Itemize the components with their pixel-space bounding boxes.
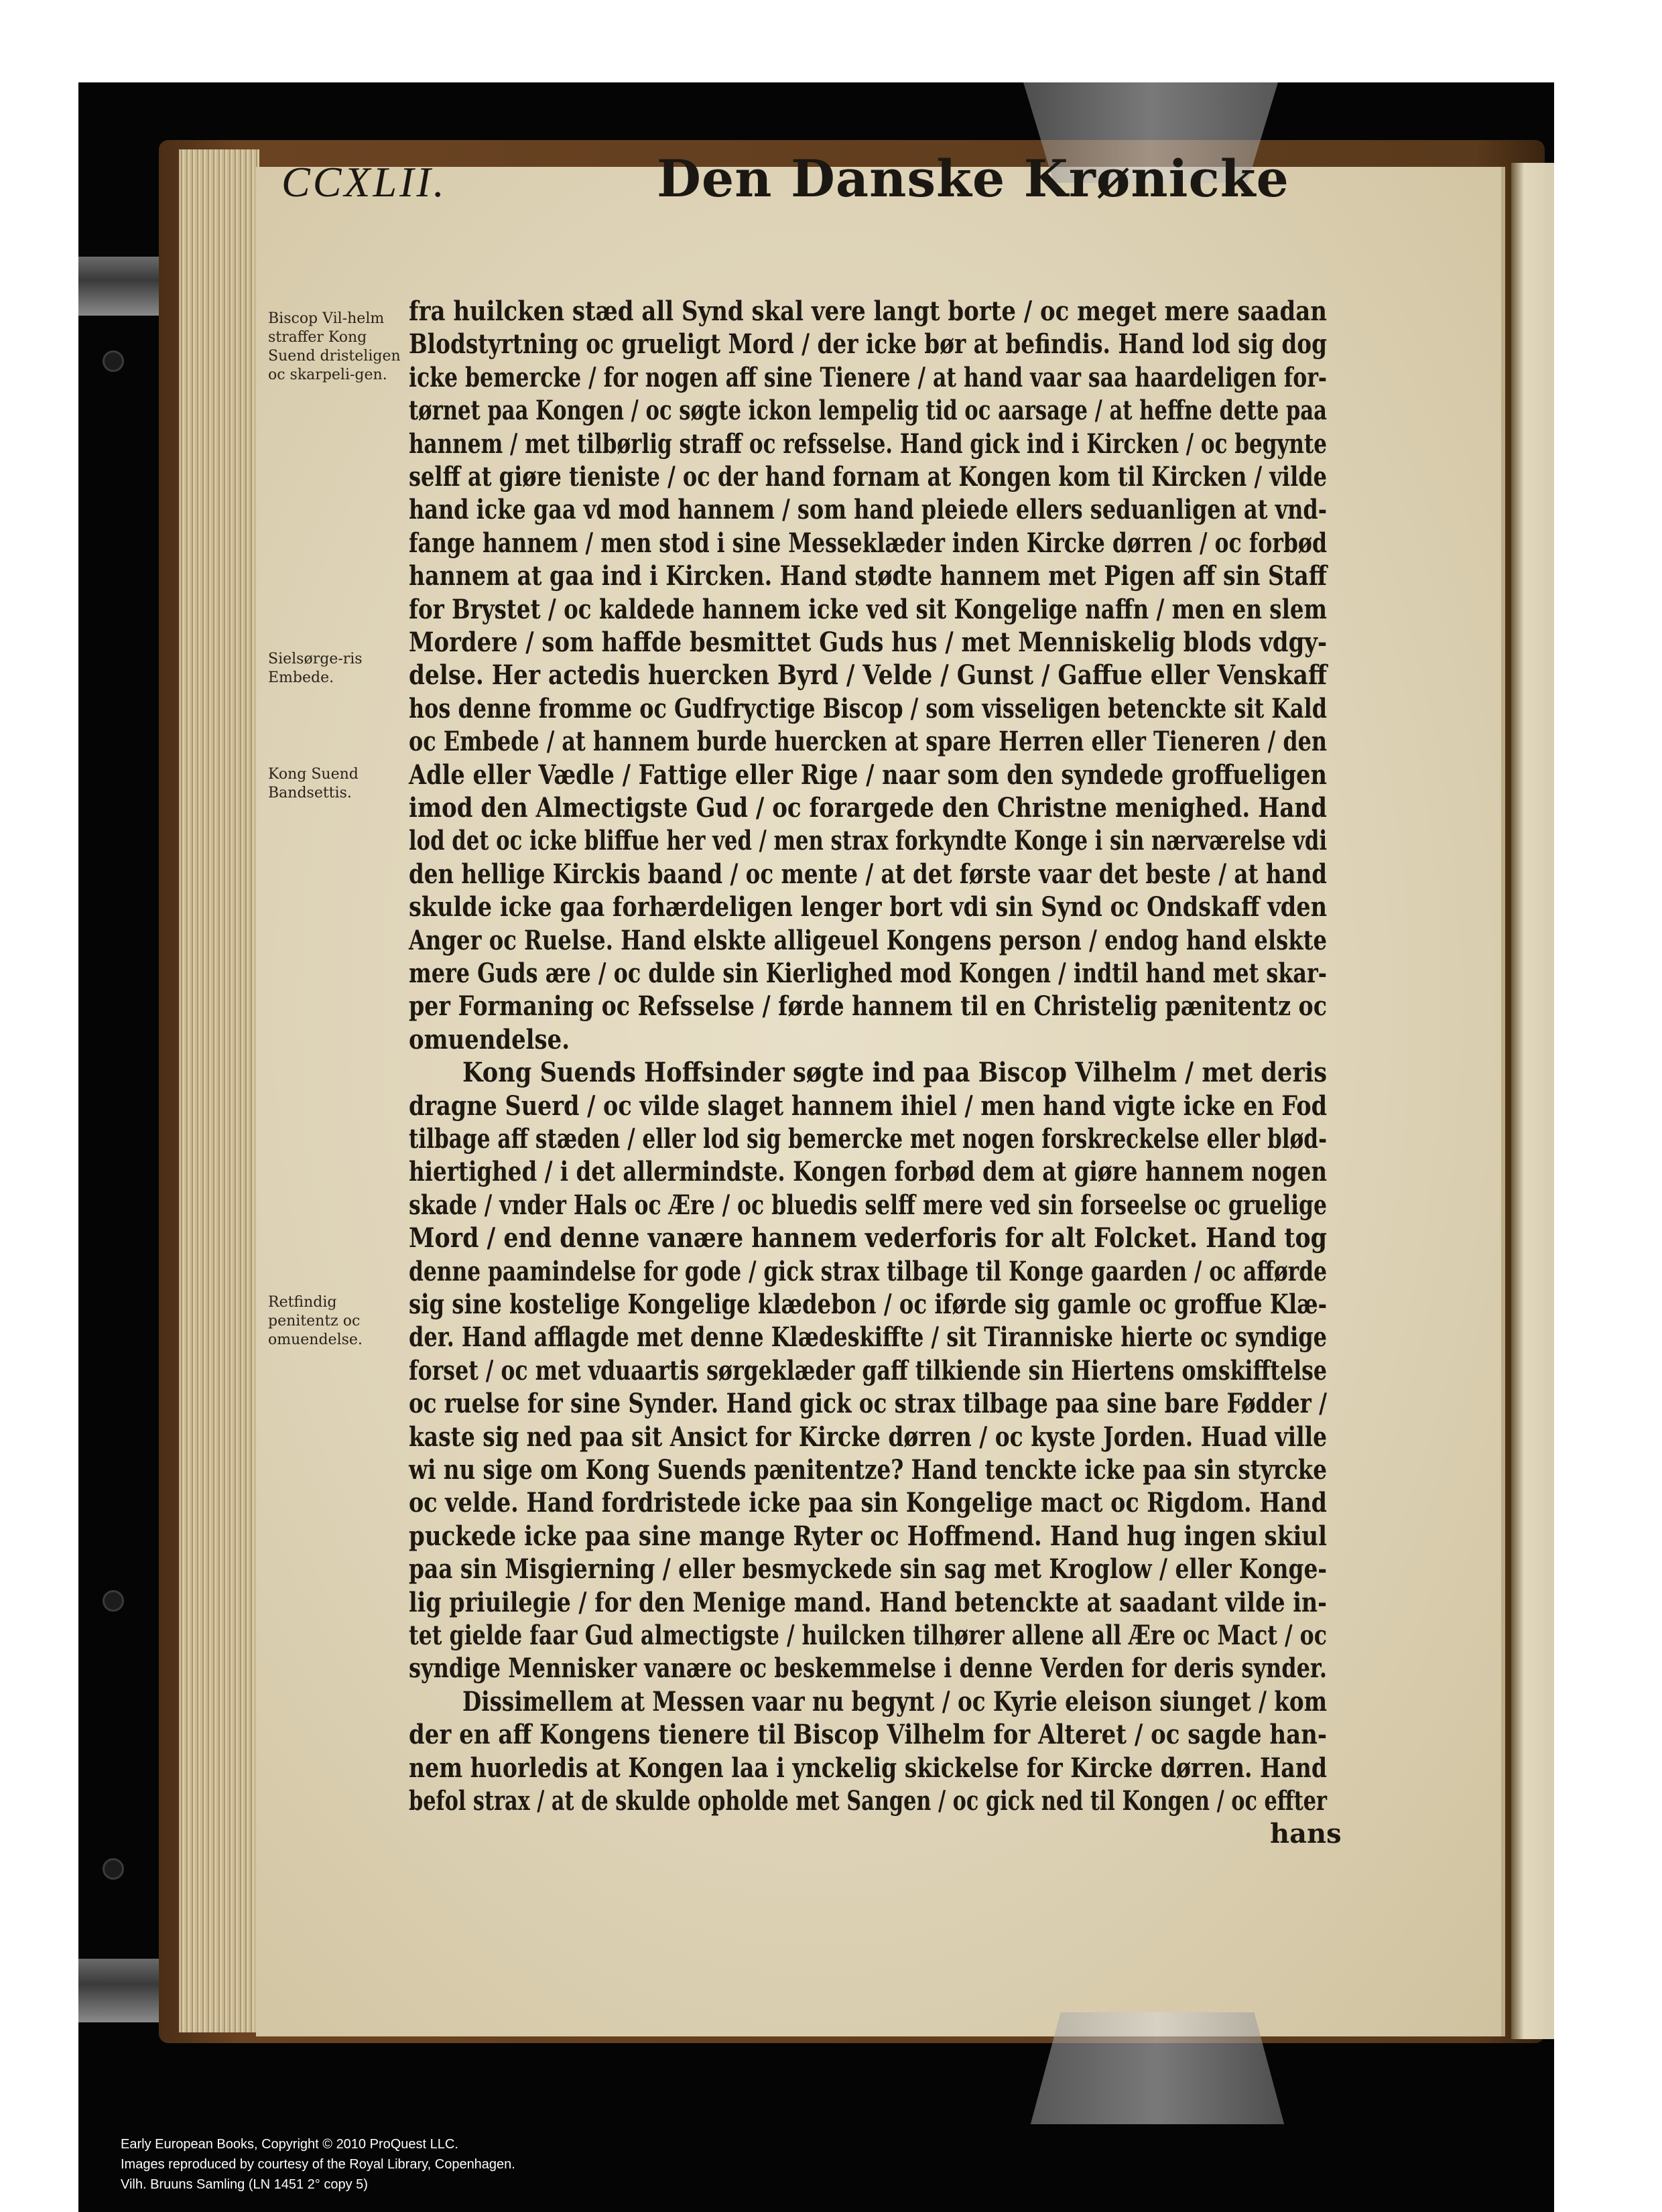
- text-line: [409, 791, 1327, 825]
- text-line-content: hand icke gaa vd mod hannem / som hand pleiede ellers seduanligen at vnd-: [409, 494, 1327, 526]
- text-line-content: wi nu sige om Kong Suends pænitentze? Hand tenckte icke paa sin styrcke: [409, 1454, 1327, 1486]
- screw-icon: [103, 350, 124, 372]
- text-line: [409, 1288, 1327, 1321]
- text-line: [409, 924, 1327, 958]
- text-line-content: for Brystet / oc kaldede hannem icke ved sit Kongelige naffn / men en slem: [409, 593, 1327, 625]
- text-line-content: Adle eller Vædle / Fattige eller Rige / naar som den syndede groffueligen: [409, 759, 1327, 791]
- text-line: [409, 1354, 1327, 1388]
- screw-icon: [103, 1590, 124, 1612]
- text-line-content: forset / oc met vduaartis sørgeklæder gaff tilkiende sin Hiertens omskifftelse: [409, 1354, 1327, 1386]
- text-line-content: omuendelse.: [409, 1023, 570, 1055]
- text-line-content: syndige Mennisker vanære oc beskemmelse i denne Verden for deris synder.: [409, 1652, 1327, 1685]
- text-line-content: fange hannem / men stod i sine Messeklæder inden Kircke dørren / oc forbød: [409, 527, 1327, 559]
- text-line-content: skulde icke gaa forhærdeligen lenger bort vdi sin Synd oc Ondskaff vden: [409, 891, 1327, 923]
- text-line-content: lod det oc icke bliffue her ved / men strax forkyndte Konge i sin nærværelse vdi: [409, 825, 1327, 857]
- text-line-content: hiertighed / i det allermindste. Kongen forbød dem at giøre hannem nogen: [409, 1156, 1327, 1188]
- text-line-content: nem huorledis at Kongen laa i ynckelig skickelse for Kircke dørren. Hand: [409, 1752, 1327, 1784]
- text-line-content: hos denne fromme oc Gudfryctige Biscop / som visseligen betenckte sit Kald: [409, 692, 1327, 724]
- text-line-content: lig priuilegie / for den Menige mand. Hand betenckte at saadant vilde in-: [409, 1586, 1327, 1618]
- text-line: [409, 493, 1327, 527]
- running-title: Den Danske Krønicke: [657, 149, 1289, 208]
- scanner-rail-top: [78, 257, 172, 316]
- margin-note: Biscop Vil-helm straffer Kong Suend dristeligen oc skarpeli-gen.: [268, 310, 401, 383]
- text-line: [409, 824, 1327, 858]
- text-line: [409, 858, 1327, 891]
- text-line-content: Kong Suends Hoffsinder søgte ind paa Biscop Vilhelm / met deris: [462, 1057, 1327, 1089]
- text-line-content: fra huilcken stæd all Synd skal vere langt borte / oc meget mere saadan: [409, 296, 1327, 327]
- text-line-content: Mord / end denne vanære hannem vederforis for alt Folcket. Hand tog: [409, 1222, 1327, 1254]
- text-line: [409, 1387, 1327, 1421]
- text-line: [409, 626, 1327, 659]
- margin-note: Sielsørge-ris Embede.: [268, 651, 363, 686]
- text-line: [409, 460, 1327, 494]
- text-line-content: imod den Almectigste Gud / oc forargede den Christne menighed. Hand: [409, 792, 1327, 824]
- text-line-content: Mordere / som haffde besmittet Guds hus / met Menniskelig blods vdgy-: [409, 627, 1327, 658]
- text-line-content: icke bemercke / for nogen aff sine Tienere / at hand vaar saa haardeligen for-: [409, 361, 1327, 393]
- text-line: [409, 328, 1327, 361]
- text-line: [409, 659, 1327, 692]
- text-line-content: tørnet paa Kongen / oc søgte ickon lempelig tid oc aarsage / at heffne dette paa: [409, 395, 1327, 427]
- text-line: [409, 692, 1327, 726]
- text-line-content: der. Hand afflagde met denne Klædeskiffte / sit Tiranniske hierte oc syndige: [409, 1321, 1327, 1354]
- text-line: [409, 1619, 1327, 1652]
- page-number: CCXLII.: [281, 158, 447, 206]
- text-line-content: skade / vnder Hals oc Ære / oc bluedis selff mere ved sin forseelse oc gruelige: [409, 1189, 1327, 1221]
- text-line: [409, 1255, 1327, 1289]
- text-line-content: tet gielde faar Gud almectigste / huilcken tilhører allene all Ære oc Mact / oc: [409, 1620, 1327, 1651]
- footer-line: Early European Books, Copyright © 2010 ProQuest LLC.: [121, 2137, 458, 2152]
- text-line-content: mere Guds ære / oc dulde sin Kierlighed mod Kongen / indtil hand met skar-: [409, 958, 1327, 989]
- margin-note: Retfindig penitentz oc omuendelse.: [268, 1294, 363, 1348]
- text-line: [409, 1421, 1327, 1454]
- text-line-content: selff at giøre tieniste / oc der hand fornam at Kongen kom til Kircken / vilde: [409, 461, 1327, 493]
- text-line-content: oc velde. Hand fordristede icke paa sin Kongelige mact oc Rigdom. Hand: [409, 1487, 1327, 1519]
- text-line: [409, 759, 1327, 792]
- footer-line: Vilh. Bruuns Samling (LN 1451 2° copy 5): [121, 2177, 368, 2192]
- footer-line: Images reproduced by courtesy of the Royal Library, Copenhagen.: [121, 2157, 515, 2172]
- margin-note: Kong Suend Bandsettis.: [268, 766, 359, 801]
- screw-icon: [103, 1858, 124, 1880]
- text-line: [409, 1718, 1327, 1752]
- text-line: [409, 560, 1327, 593]
- text-line: [409, 1752, 1327, 1785]
- text-line-content: hans: [1270, 1818, 1342, 1850]
- text-line-content: hannem at gaa ind i Kircken. Hand stødte hannem met Pigen aff sin Staff: [409, 560, 1327, 592]
- text-line-content: kaste sig ned paa sit Ansict for Kircke dørren / oc kyste Jorden. Huad ville: [409, 1421, 1327, 1453]
- text-line: [409, 361, 1327, 395]
- text-line: [409, 1090, 1327, 1123]
- text-line: [409, 1189, 1327, 1222]
- text-line-content: hannem / met tilbørlig straff oc refsselse. Hand gick ind i Kircken / oc begynte: [409, 428, 1327, 460]
- text-line: [409, 527, 1327, 560]
- facing-page-edge: [1511, 163, 1554, 2039]
- scanner-rail-bottom: [78, 1959, 172, 2022]
- text-line-content: oc Embede / at hannem burde huercken at spare Herren eller Tieneren / den: [409, 726, 1327, 758]
- text-line: [409, 1222, 1327, 1255]
- copyright-footer: [121, 2134, 515, 2195]
- text-line: [409, 1321, 1327, 1354]
- text-line: [409, 1122, 1327, 1156]
- text-line: [409, 725, 1327, 759]
- text-line: [409, 1586, 1327, 1620]
- glass-clamp-bottom: [1030, 2012, 1285, 2124]
- text-line: [1270, 1817, 1662, 1851]
- text-line: [409, 394, 1327, 428]
- text-line: [409, 1453, 1327, 1487]
- text-line-content: dragne Suerd / oc vilde slaget hannem ihiel / men hand vigte icke en Fod: [409, 1090, 1327, 1122]
- text-line-content: delse. Her actedis huercken Byrd / Velde / Gunst / Gaffue eller Venskaff: [409, 659, 1327, 692]
- text-line-content: befol strax / at de skulde opholde met Sangen / oc gick ned til Kongen / oc effter: [409, 1785, 1327, 1817]
- text-line: [409, 1553, 1327, 1586]
- text-line-content: denne paamindelse for gode / gick strax tilbage til Konge gaarden / oc afførde: [409, 1255, 1327, 1287]
- text-line-content: sig sine kostelige Kongelige klædebon / oc iførde sig gamle oc groffue Klæ-: [409, 1289, 1327, 1320]
- text-line: [409, 428, 1327, 461]
- text-line-content: Dissimellem at Messen vaar nu begynt / oc Kyrie eleison siunget / kom: [462, 1685, 1327, 1717]
- text-line: [409, 1652, 1327, 1685]
- text-line-content: der en aff Kongens tienere til Biscop Vilhelm for Alteret / oc sagde han-: [409, 1719, 1327, 1751]
- text-line: [409, 1784, 1327, 1818]
- text-line-content: puckede icke paa sine mange Ryter oc Hoffmend. Hand hug ingen skiul: [409, 1520, 1327, 1552]
- text-line-content: den hellige Kirckis baand / oc mente / at det første vaar det beste / at hand: [409, 858, 1327, 890]
- page-edges: [179, 149, 259, 2032]
- text-line-content: oc ruelse for sine Synder. Hand gick oc strax tilbage paa sine bare Fødder /: [409, 1388, 1327, 1420]
- text-line: [409, 957, 1327, 990]
- text-line: [462, 1685, 1381, 1719]
- text-line: [409, 593, 1327, 627]
- text-line: [409, 990, 1327, 1023]
- text-line-content: per Formaning oc Refsselse / førde hannem til en Christelig pænitentz oc: [409, 990, 1327, 1023]
- text-line: [409, 891, 1327, 924]
- text-line-content: Anger oc Ruelse. Hand elskte alligeuel Kongens person / endog hand elskte: [409, 924, 1327, 956]
- text-line-content: paa sin Misgierning / eller besmyckede sin sag met Kroglow / eller Konge-: [409, 1553, 1327, 1585]
- text-line: [409, 1520, 1327, 1553]
- text-line: [409, 1486, 1327, 1520]
- text-line: [409, 1155, 1327, 1189]
- text-line-content: tilbage aff stæden / eller lod sig bemercke met nogen forskreckelse eller blød-: [409, 1123, 1327, 1155]
- text-line: [409, 1023, 1327, 1057]
- text-line: [409, 295, 1327, 328]
- text-line: [462, 1056, 1381, 1090]
- text-line-content: Blodstyrtning oc grueligt Mord / der icke bør at befindis. Hand lod sig dog: [409, 328, 1327, 361]
